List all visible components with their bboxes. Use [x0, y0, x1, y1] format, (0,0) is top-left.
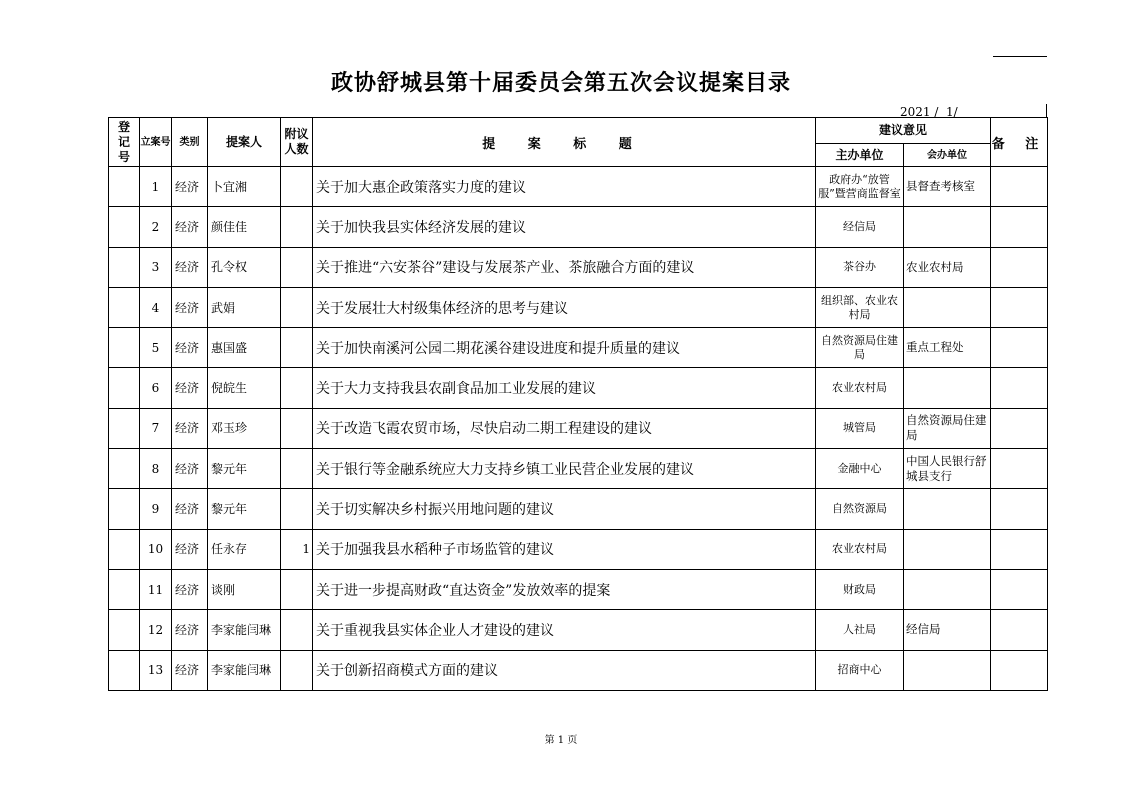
- attached-count-cell: 1: [281, 529, 313, 569]
- category-cell: 经济: [172, 650, 208, 690]
- table-row: [109, 529, 1048, 569]
- case-no-cell: 4: [140, 287, 172, 327]
- host-unit-cell: 农业农村局: [816, 368, 904, 408]
- case-no-cell: 6: [140, 368, 172, 408]
- proposal-title-cell: 关于创新招商模式方面的建议: [313, 650, 816, 690]
- attached-count-cell: [281, 610, 313, 650]
- case-no-cell: 2: [140, 207, 172, 247]
- header-host-unit: 主办单位: [816, 144, 904, 167]
- co-unit-cell: 农业农村局: [904, 247, 991, 287]
- host-unit-cell: 政府办“放管服”暨营商监督室: [816, 167, 904, 207]
- remarks-cell: [991, 167, 1048, 207]
- host-unit-cell: 自然资源局住建局: [816, 328, 904, 368]
- proposer-cell: 谈刚: [208, 569, 281, 609]
- attached-count-cell: [281, 489, 313, 529]
- case-no-cell: 1: [140, 167, 172, 207]
- remarks-cell: [991, 287, 1048, 327]
- proposal-title-cell: 关于改造飞霞农贸市场，尽快启动二期工程建设的建议: [313, 408, 816, 448]
- category-cell: 经济: [172, 287, 208, 327]
- case-no-cell: 13: [140, 650, 172, 690]
- remarks-cell: [991, 569, 1048, 609]
- table-row: [109, 449, 1048, 489]
- proposal-title-cell: 关于切实解决乡村振兴用地问题的建议: [313, 489, 816, 529]
- attached-count-cell: [281, 449, 313, 489]
- reg-no-cell: [109, 529, 140, 569]
- header-category: 类别: [172, 118, 208, 167]
- remarks-cell: [991, 650, 1048, 690]
- reg-no-cell: [109, 167, 140, 207]
- remarks-cell: [991, 529, 1048, 569]
- table-body: [109, 167, 1048, 691]
- case-no-cell: 5: [140, 328, 172, 368]
- remarks-cell: [991, 408, 1048, 448]
- co-unit-cell: [904, 489, 991, 529]
- reg-no-cell: [109, 207, 140, 247]
- category-cell: 经济: [172, 167, 208, 207]
- remarks-cell: [991, 489, 1048, 529]
- reg-no-cell: [109, 287, 140, 327]
- co-unit-cell: 县督查考核室: [904, 167, 991, 207]
- host-unit-cell: 城管局: [816, 408, 904, 448]
- case-no-cell: 10: [140, 529, 172, 569]
- co-unit-cell: 经信局: [904, 610, 991, 650]
- proposal-title-cell: 关于加强我县水稻种子市场监管的建议: [313, 529, 816, 569]
- category-cell: 经济: [172, 489, 208, 529]
- proposal-title-cell: 关于推进“六安茶谷”建设与发展茶产业、茶旅融合方面的建议: [313, 247, 816, 287]
- proposer-cell: 颜佳佳: [208, 207, 281, 247]
- reg-no-cell: [109, 610, 140, 650]
- attached-count-cell: [281, 368, 313, 408]
- category-cell: 经济: [172, 207, 208, 247]
- remarks-cell: [991, 207, 1048, 247]
- co-unit-cell: [904, 650, 991, 690]
- attached-count-cell: [281, 328, 313, 368]
- proposer-cell: 惠国盛: [208, 328, 281, 368]
- attached-count-cell: [281, 167, 313, 207]
- co-unit-cell: [904, 207, 991, 247]
- proposer-cell: 武娟: [208, 287, 281, 327]
- date-divider: [1046, 104, 1047, 118]
- host-unit-cell: 招商中心: [816, 650, 904, 690]
- host-unit-cell: 自然资源局: [816, 489, 904, 529]
- co-unit-cell: 自然资源局住建局: [904, 408, 991, 448]
- category-cell: 经济: [172, 247, 208, 287]
- table-row: [109, 408, 1048, 448]
- host-unit-cell: 经信局: [816, 207, 904, 247]
- proposal-title-cell: 关于加大惠企政策落实力度的建议: [313, 167, 816, 207]
- proposal-title-cell: 关于发展壮大村级集体经济的思考与建议: [313, 287, 816, 327]
- proposal-title-cell: 关于加快南溪河公园二期花溪谷建设进度和提升质量的建议: [313, 328, 816, 368]
- table-row: [109, 650, 1048, 690]
- proposer-cell: 任永存: [208, 529, 281, 569]
- host-unit-cell: 财政局: [816, 569, 904, 609]
- proposal-title-cell: 关于进一步提高财政“直达资金”发放效率的提案: [313, 569, 816, 609]
- header-proposal-title: 提 案 标 题: [313, 118, 816, 167]
- reg-no-cell: [109, 650, 140, 690]
- case-no-cell: 7: [140, 408, 172, 448]
- co-unit-cell: 中国人民银行舒城县支行: [904, 449, 991, 489]
- remarks-cell: [991, 328, 1048, 368]
- category-cell: 经济: [172, 408, 208, 448]
- attached-count-cell: [281, 207, 313, 247]
- co-unit-cell: 重点工程处: [904, 328, 991, 368]
- table-row: [109, 207, 1048, 247]
- proposer-cell: 李家能闫琳: [208, 610, 281, 650]
- attached-count-cell: [281, 408, 313, 448]
- host-unit-cell: 金融中心: [816, 449, 904, 489]
- table-row: [109, 247, 1048, 287]
- co-unit-cell: [904, 287, 991, 327]
- host-unit-cell: 组织部、农业农村局: [816, 287, 904, 327]
- co-unit-cell: [904, 368, 991, 408]
- case-no-cell: 11: [140, 569, 172, 609]
- table-row: [109, 569, 1048, 609]
- table-row: [109, 368, 1048, 408]
- category-cell: 经济: [172, 449, 208, 489]
- header-co-unit: 会办单位: [904, 144, 991, 167]
- proposer-cell: 孔令权: [208, 247, 281, 287]
- host-unit-cell: 人社局: [816, 610, 904, 650]
- case-no-cell: 12: [140, 610, 172, 650]
- proposal-title-cell: 关于大力支持我县农副食品加工业发展的建议: [313, 368, 816, 408]
- attached-count-cell: [281, 287, 313, 327]
- proposer-cell: 邓玉珍: [208, 408, 281, 448]
- remarks-cell: [991, 449, 1048, 489]
- proposer-cell: 倪皖生: [208, 368, 281, 408]
- header-remarks: 备 注: [991, 118, 1048, 167]
- header-case-no: 立案号: [140, 118, 172, 167]
- reg-no-cell: [109, 449, 140, 489]
- category-cell: 经济: [172, 529, 208, 569]
- table-row: [109, 328, 1048, 368]
- reg-no-cell: [109, 489, 140, 529]
- attached-count-cell: [281, 650, 313, 690]
- category-cell: 经济: [172, 610, 208, 650]
- proposal-title-cell: 关于重视我县实体企业人才建设的建议: [313, 610, 816, 650]
- proposer-cell: 卜宜湘: [208, 167, 281, 207]
- case-no-cell: 3: [140, 247, 172, 287]
- remarks-cell: [991, 247, 1048, 287]
- reg-no-cell: [109, 569, 140, 609]
- host-unit-cell: 农业农村局: [816, 529, 904, 569]
- table-row: [109, 489, 1048, 529]
- reg-no-cell: [109, 408, 140, 448]
- table-row: [109, 167, 1048, 207]
- page-footer: 第 1 页: [544, 735, 578, 746]
- header-suggestion: 建议意见: [816, 118, 991, 144]
- proposal-title-cell: 关于加快我县实体经济发展的建议: [313, 207, 816, 247]
- header-reg-no: 登记号: [109, 118, 140, 167]
- page-title: 政协舒城县第十届委员会第五次会议提案目录: [330, 71, 791, 96]
- co-unit-cell: [904, 529, 991, 569]
- category-cell: 经济: [172, 368, 208, 408]
- date-label: 2021 / 1/: [900, 105, 958, 119]
- proposer-cell: 李家能闫琳: [208, 650, 281, 690]
- remarks-cell: [991, 610, 1048, 650]
- table-row: [109, 610, 1048, 650]
- host-unit-cell: 茶谷办: [816, 247, 904, 287]
- header-attached-count: 附议人数: [281, 118, 313, 167]
- reg-no-cell: [109, 247, 140, 287]
- proposal-title-cell: 关于银行等金融系统应大力支持乡镇工业民营企业发展的建议: [313, 449, 816, 489]
- reg-no-cell: [109, 368, 140, 408]
- attached-count-cell: [281, 569, 313, 609]
- header-proposer: 提案人: [208, 118, 281, 167]
- proposer-cell: 黎元年: [208, 489, 281, 529]
- proposal-table: [108, 117, 1048, 691]
- proposer-cell: 黎元年: [208, 449, 281, 489]
- category-cell: 经济: [172, 328, 208, 368]
- reg-no-cell: [109, 328, 140, 368]
- case-no-cell: 8: [140, 449, 172, 489]
- category-cell: 经济: [172, 569, 208, 609]
- co-unit-cell: [904, 569, 991, 609]
- attached-count-cell: [281, 247, 313, 287]
- remarks-cell: [991, 368, 1048, 408]
- case-no-cell: 9: [140, 489, 172, 529]
- table-row: [109, 287, 1048, 327]
- top-right-rule: [993, 56, 1047, 57]
